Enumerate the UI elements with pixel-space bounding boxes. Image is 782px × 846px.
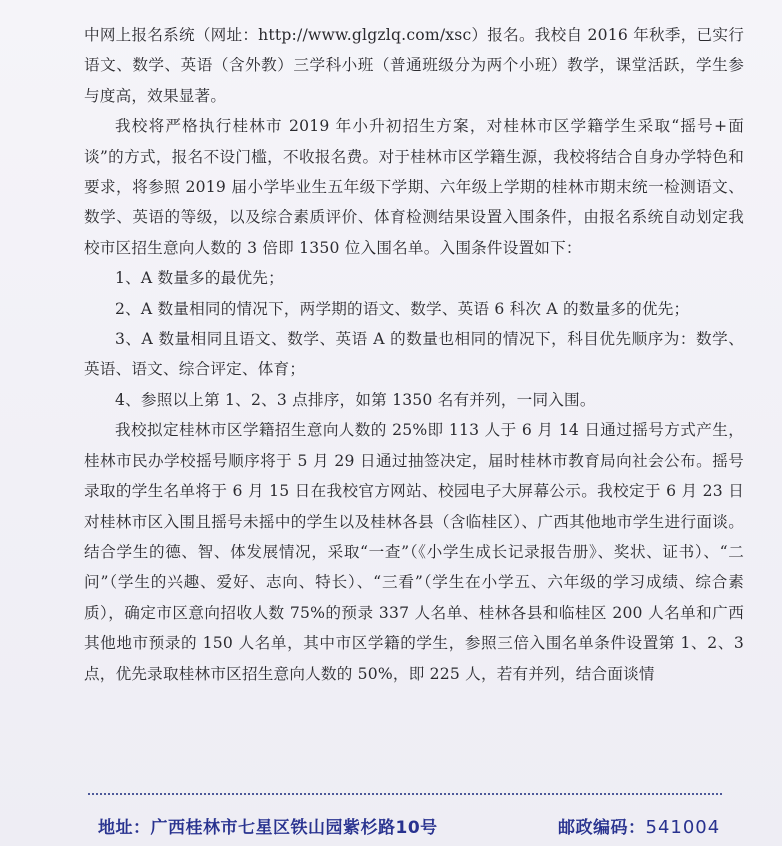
paragraph-admission-policy: 我校将严格执行桂林市 2019 年小升初招生方案，对桂林市区学籍学生采取“摇号+面谈”的方式，报名不设门槛，不收报名费。对于桂林市区学籍生源，我校将结合自身办学特色和要求，将参照 2019 届小学毕业生五年级下学期、六年级上学期的桂林市期末统一检测语文、数学、英语的等级，以及综合素质评价、体育检测结果设置入围条件，由报名系统自动划定我校市区招生意向人数的 3 倍即 1350 位入围名单。入围条件设置如下：: [84, 117, 744, 257]
criteria-item-1: 1、A 数量多的最优先；: [115, 269, 284, 288]
criteria-item-4: 4、参照以上第 1、2、3 点排序，如第 1350 名有并列，一同入围。: [115, 390, 596, 409]
document-body: [84, 20, 744, 689]
paragraph-registration: 中网上报名系统（网址：http://www.glgzlq.com/xsc）报名。我校自 2016 年秋季，已实行语文、数学、英语（含外教）三学科小班（普通班级分为两个小班）教学，课堂活跃，学生参与度高，效果显著。: [84, 26, 744, 105]
criteria-item-3: 3、A 数量相同且语文、数学、英语 A 的数量也相同的情况下，科目优先顺序为：数学、英语、语文、综合评定、体育；: [84, 330, 744, 379]
footer-postcode: [558, 813, 720, 838]
criteria-item-2: 2、A 数量相同的情况下，两学期的语文、数学、英语 6 科次 A 的数量多的优先；: [115, 299, 690, 318]
postcode-label: 邮政编码：: [558, 818, 646, 838]
footer-divider: [88, 793, 722, 795]
footer-address: 地址：广西桂林市七星区铁山园紫杉路10号: [98, 818, 438, 838]
postcode-value: 541004: [645, 817, 721, 838]
paragraph-lottery-interview: 我校拟定桂林市区学籍招生意向人数的 25%即 113 人于 6 月 14 日通过摇号方式产生，桂林市民办学校摇号顺序将于 5 月 29 日通过抽签决定，届时桂林市教育局向社会公布。摇号录取的学生名单将于 6 月 15 日在我校官方网站、校园电子大屏幕公示。我校定于 6 月 23 日对桂林市区入围且摇号未摇中的学生以及桂林各县（含临桂区）、广西其他地市学生进行面谈。结合学生的德、智、体发展情况，采取“一查”（《小学生成长记录报告册》、奖状、证书）、“二问”（学生的兴趣、爱好、志向、特长）、“三看”（学生在小学五、六年级的学习成绩、综合素质），确定市区意向招收人数 75%的预录 337 人名单、桂林各县和临桂区 200 人名单和广西其他地市预录的 150 人名单，其中市区学籍的学生，参照三倍入围名单条件设置第 1、2、3 点，优先录取桂林市区招生意向人数的 50%，即 225 人，若有并列，结合面谈情: [84, 421, 744, 683]
letterhead-footer: [98, 809, 721, 839]
